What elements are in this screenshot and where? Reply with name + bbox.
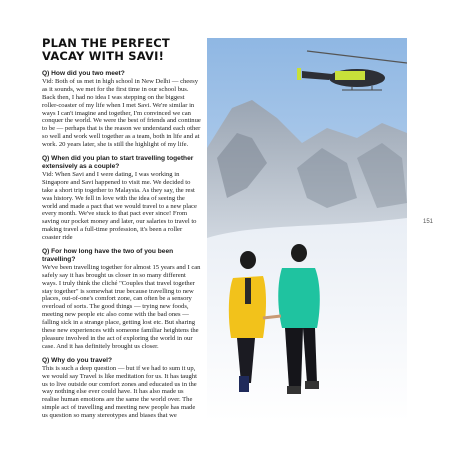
title-line-2: VACAY WITH SAVI! <box>42 49 165 63</box>
question: Q) How did you two meet? <box>42 70 125 77</box>
answer: We've been travelling together for almost 15 years and I can safely say it has brought us closer in so many different ways. I truly think the cliché "Couples that travel together stay together" is somewhat true because travelling to new places, out-of-one's comfort zone, can often be a sensory overload of sorts. The good things — trying new foods, meeting new people etc also come with the bad ones — falling sick in a strange place, getting lost etc. But sharing these new experiences with someone familiar heightens the pleasure involved in the act of exploring the world in our case. And it has definitely brought us closer. <box>42 263 201 350</box>
qa-block <box>42 155 201 242</box>
qa-block <box>42 357 201 420</box>
question: Q) When did you plan to start travelling together extensively as a couple? <box>42 155 194 170</box>
answer: Vid: Both of us met in high school in New Delhi — cheesy as it sounds, we met for the first time in our school bus. Back then, I had no idea I was stepping on the biggest roller-coaster of my life when I met Savi. We're similar in ways I can't imagine and together, I'm convinced we can conquer the world. We were the best of friends and continue to be — perhaps that is the reason we understand each other so well and work well together as a team, both in life and at work. 20 years later, she is still the highlight of my life. <box>42 77 201 149</box>
article-title <box>42 37 202 63</box>
held-hands <box>263 316 281 318</box>
answer: Vid: When Savi and I were dating, I was working in Singapore and Savi happened to visit me. We decided to take a short trip together to Malaysia. As they say, the rest was history. We fell in love with the idea of seeing the world and made a pact that we would travel to a new place every month. We've stuck to that pact ever since! From saving our pocket money and later, our salaries to travel to making travel a full-time profession, it's been a roller coaster ride <box>42 170 197 242</box>
question: Q) Why do you travel? <box>42 356 112 364</box>
title-line-1: PLAN THE PERFECT <box>42 36 170 50</box>
qa-block <box>42 248 201 351</box>
couple-photo <box>207 38 407 421</box>
interview-column <box>42 70 201 450</box>
qa-block <box>42 70 201 149</box>
answer: This is such a deep question — but if we had to sum it up, we would say Travel is like meditation for us. It has taught us to live outside our comfort zones and educated us in the way nothing else ever could have. It has also made us realise human emotions are the same the world over. The simple act of travelling and meeting new people has made us question so many stereotypes and biases that we <box>42 364 197 420</box>
page-number: 151 <box>423 219 434 225</box>
question: Q) For how long have the two of you been travelling? <box>42 248 174 263</box>
